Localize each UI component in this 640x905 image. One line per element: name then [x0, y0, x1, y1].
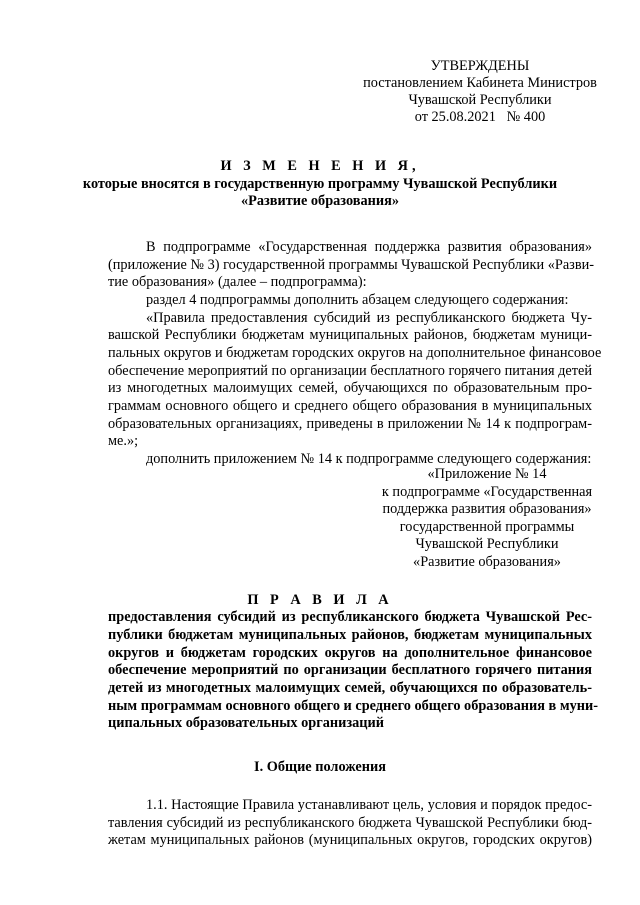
rules-title-line: публики бюджетам муниципальных районов, бюджетам муниципальных [108, 627, 592, 643]
appendix-line: Чувашской Республики [415, 536, 559, 552]
rules-title-line: ципальных образовательных организаций [108, 715, 384, 731]
document-title-line2: «Развитие образования» [241, 193, 399, 209]
approval-line: Чувашской Республики [408, 92, 552, 108]
rules-heading: П Р А В И Л А [247, 592, 393, 608]
paragraph-line: ме.»; [108, 433, 139, 449]
paragraph-line: 1.1. Настоящие Правила устанавливают цель, условия и порядок предос- [146, 797, 592, 813]
approval-stamp [360, 58, 600, 126]
appendix-line: к подпрограмме «Государственная [381, 483, 593, 500]
paragraph-line: жетам муниципальных районов (муниципальных округов, городских округов) [108, 832, 592, 848]
rules-title-line: детей из многодетных малоимущих семей, обучающихся по образователь- [108, 680, 592, 696]
rules-title-line: ным программам основного общего и среднего общего образования в муни- [108, 698, 598, 714]
paragraph-line: раздел 4 подпрограммы дополнить абзацем следующего содержания: [146, 292, 569, 308]
document-heading: И З М Е Н Е Н И Я, [220, 158, 420, 174]
rules-title-line: предоставления субсидий из республиканского бюджета Чувашской Рес- [108, 609, 592, 625]
appendix-line: поддержка развития образования» [382, 501, 592, 517]
appendix-line: «Развитие образования» [413, 553, 561, 570]
section-heading: I. Общие положения [254, 759, 386, 775]
paragraph-line: дополнить приложением № 14 к подпрограмме следующего содержания: [146, 451, 592, 467]
appendix-header [380, 466, 594, 571]
paragraph-line: обеспечение мероприятий по организации бесплатного горячего питания детей [108, 363, 592, 379]
approval-line: УТВЕРЖДЕНЫ [430, 58, 530, 74]
document-title-line1: которые вносятся в государственную программу Чувашской Республики [82, 176, 558, 192]
appendix-line: государственной программы [399, 518, 575, 535]
rules-title-line: обеспечение мероприятий по организации бесплатного горячего питания [108, 662, 592, 678]
appendix-line: «Приложение № 14 [427, 466, 547, 482]
paragraph-line: образовательных организациях, приведены в приложении № 14 к подпрограм- [108, 416, 592, 432]
paragraph-line: тавления субсидий из республиканского бюджета Чувашской Республики бюд- [108, 815, 592, 831]
paragraph-line: граммам основного общего и среднего общего образования в муниципальных [108, 398, 592, 414]
approval-line: постановлением Кабинета Министров [363, 75, 597, 91]
paragraph-line: тие образования» (далее – подпрограмма): [108, 274, 367, 290]
paragraph-line: В подпрограмме «Государственная поддержка развития образования» [146, 239, 592, 255]
paragraph-line: пальных округов и бюджетам городских округов на дополнительное финансовое [108, 345, 602, 361]
paragraph-line: из многодетных малоимущих семей, обучающихся по образовательным про- [108, 380, 592, 396]
approval-line: от 25.08.2021 № 400 [414, 109, 546, 125]
paragraph-line: вашской Республики бюджетам муниципальных районов, бюджетам муници- [108, 327, 592, 343]
paragraph-line: «Правила предоставления субсидий из республиканского бюджета Чу- [146, 310, 592, 326]
paragraph-line: (приложение № 3) государственной программы Чувашской Республики «Разви- [108, 257, 594, 273]
rules-title-line: округов и бюджетам городских округов на дополнительное финансовое [108, 645, 592, 661]
